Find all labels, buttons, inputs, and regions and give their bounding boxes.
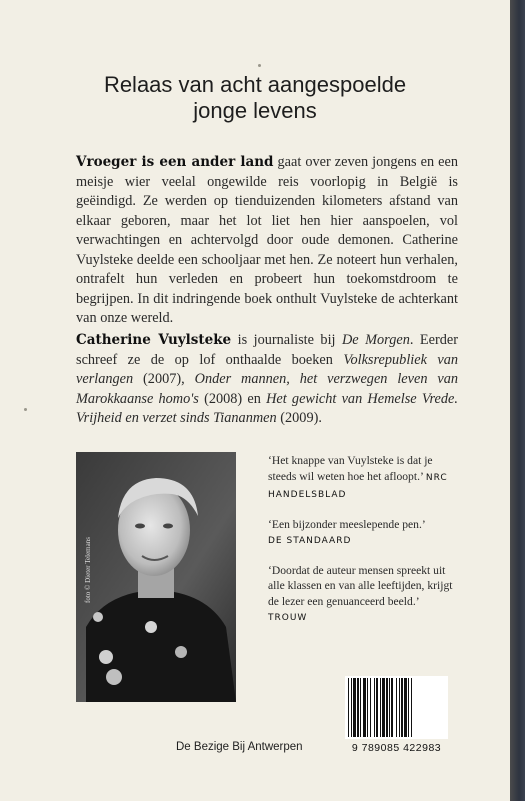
barcode-bar <box>357 678 359 737</box>
photo-credit: foto © Dieter Telemans <box>84 537 92 603</box>
barcode-bar <box>360 678 361 737</box>
barcode-bar <box>348 678 349 737</box>
barcode-bar <box>370 678 371 737</box>
bio-text-a: is journaliste bij <box>231 332 342 348</box>
barcode-bar <box>363 678 366 737</box>
quote-item <box>268 453 458 504</box>
newspaper-name: De Morgen <box>341 332 410 348</box>
background-edge <box>510 0 525 801</box>
barcode-bar <box>408 678 409 737</box>
bio-text-b: . Eerder schreef ze de op lof onthaalde boeken <box>76 332 458 368</box>
speck <box>24 408 27 411</box>
barcode-bars <box>345 676 448 739</box>
headline-line-1: Relaas van acht aangespoelde <box>103 72 407 97</box>
barcode-bar <box>386 678 388 737</box>
quote-text: ‘Doordat de auteur mensen spreekt uit alle klassen en van alle leeftijden, krijgt de lezer een genuanceerd beeld.’ <box>268 563 453 608</box>
author-bio-paragraph <box>76 331 458 429</box>
quote-source: TROUW <box>268 613 308 623</box>
book-title: Vroeger is een ander land <box>76 154 274 170</box>
quote-item <box>268 563 458 627</box>
blurb-paragraph <box>76 153 458 329</box>
book-2-title: Onder mannen, het verzwegen leven van Marokkaanse homo's <box>76 371 458 407</box>
isbn-number: 9 789085 422983 <box>351 742 442 754</box>
barcode-bar <box>351 678 352 737</box>
speck <box>258 64 261 67</box>
barcode-bar <box>382 678 385 737</box>
barcode-bar <box>401 678 403 737</box>
barcode-bar <box>374 678 375 737</box>
press-quotes <box>268 453 458 640</box>
book-3-title: Het gewicht van Hemelse Vrede. Vrijheid en verzet sinds Tiananmen <box>76 390 458 426</box>
barcode-bar <box>411 678 412 737</box>
author-name: Catherine Vuylsteke <box>76 332 232 348</box>
barcode-bar <box>376 678 378 737</box>
bio-text-c: (2007), <box>133 371 195 387</box>
barcode-bar <box>396 678 397 737</box>
barcode-bar <box>367 678 368 737</box>
headline-line-2: jonge levens <box>193 98 317 123</box>
quote-source: DE STANDAARD <box>268 536 352 546</box>
barcode-bar <box>399 678 400 737</box>
barcode-bar <box>391 678 393 737</box>
barcode-bar <box>353 678 356 737</box>
blurb-text: gaat over zeven jongens en een meisje wier veelal ongewilde reis voorlopig in België is geëindigd. Ze werden op tienduizenden kilometers afstand van elkaar geboren, maar het lot liet hen hier aanspoelen, vol verwachtingen en achtervolgd door oude demonen. Catherine Vuylsteke deelde een schooljaar met hen. Ze noteert hun verhalen, ontrafelt hun verleden en probeert hun toekomstdroom te begrijpen. In dit indringende boek onthult Vuylsteke de achterkant van onze wereld. <box>76 154 458 326</box>
bio-text-e: (2009). <box>276 410 322 426</box>
barcode <box>345 676 448 739</box>
barcode-bar <box>380 678 381 737</box>
barcode-bar <box>404 678 407 737</box>
quote-text: ‘Een bijzonder meeslepende pen.’ <box>268 517 426 531</box>
publisher-name: De Bezige Bij Antwerpen <box>176 741 303 753</box>
quote-text: ‘Het knappe van Vuylsteke is dat je steeds wil weten hoe het afloopt.’ <box>268 454 433 483</box>
author-photo <box>76 452 236 702</box>
book-1-title: Volksrepubliek van verlangen <box>76 351 458 387</box>
author-portrait-illustration <box>76 452 236 702</box>
headline <box>20 72 490 124</box>
barcode-bar <box>389 678 390 737</box>
quote-item <box>268 517 458 550</box>
quote-source: NRC HANDELSBLAD <box>268 472 448 500</box>
bio-text-d: (2008) en <box>198 390 267 407</box>
